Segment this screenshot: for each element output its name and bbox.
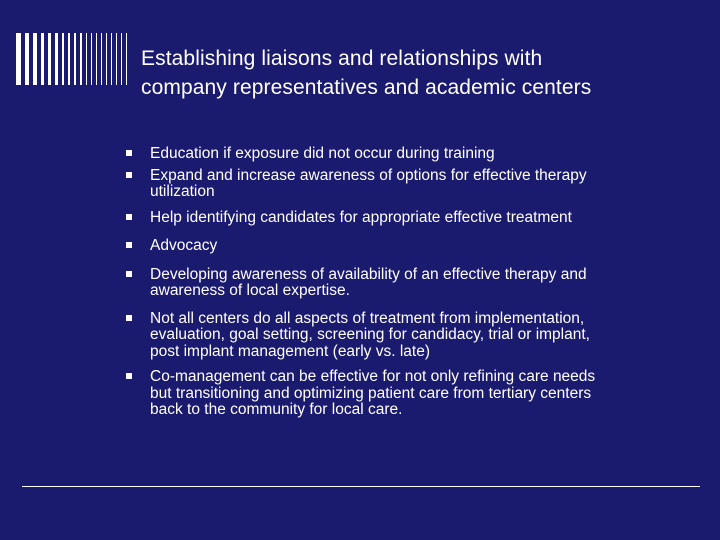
bullet-text: Developing awareness of availability of an effective therapy and	[150, 265, 587, 283]
square-bullet-icon	[126, 214, 132, 220]
square-bullet-icon	[126, 373, 132, 379]
bullet-text: Help identifying candidates for appropriate effective treatment	[150, 208, 572, 226]
list-item	[126, 146, 686, 163]
square-bullet-icon	[126, 172, 132, 178]
bullet-list	[126, 146, 686, 419]
list-item	[126, 168, 686, 201]
bullet-text: Expand and increase awareness of options for effective therapy	[150, 166, 587, 184]
list-item	[126, 210, 686, 227]
bullet-text: Advocacy	[150, 237, 218, 254]
bullet-text: Not all centers do all aspects of treatment from implementation,	[150, 309, 585, 327]
bullet-text: Education if exposure did not occur during training	[150, 145, 495, 162]
square-bullet-icon	[126, 271, 132, 277]
bullet-text: awareness of local expertise.	[150, 282, 350, 299]
bullet-text: Co-management can be effective for not only refining care needs	[150, 368, 596, 385]
bullet-text: back to the community for local care.	[150, 401, 403, 418]
list-item	[126, 267, 686, 300]
list-item	[126, 238, 686, 255]
list-item	[126, 369, 686, 419]
bullet-text: utilization	[150, 183, 215, 200]
title-line-2: company representatives and academic centers	[141, 76, 592, 99]
decorative-bars	[16, 33, 136, 85]
square-bullet-icon	[126, 150, 132, 156]
bullet-text: post implant management (early vs. late)	[150, 342, 430, 360]
list-item	[126, 311, 686, 361]
square-bullet-icon	[126, 315, 132, 321]
slide-title	[141, 44, 701, 102]
title-line-1: Establishing liaisons and relationships with	[141, 47, 543, 70]
square-bullet-icon	[126, 242, 132, 248]
bullet-text: evaluation, goal setting, screening for candidacy, trial or implant,	[150, 326, 590, 343]
bullet-text: but transitioning and optimizing patient care from tertiary centers	[150, 384, 592, 402]
bottom-divider	[22, 486, 700, 487]
